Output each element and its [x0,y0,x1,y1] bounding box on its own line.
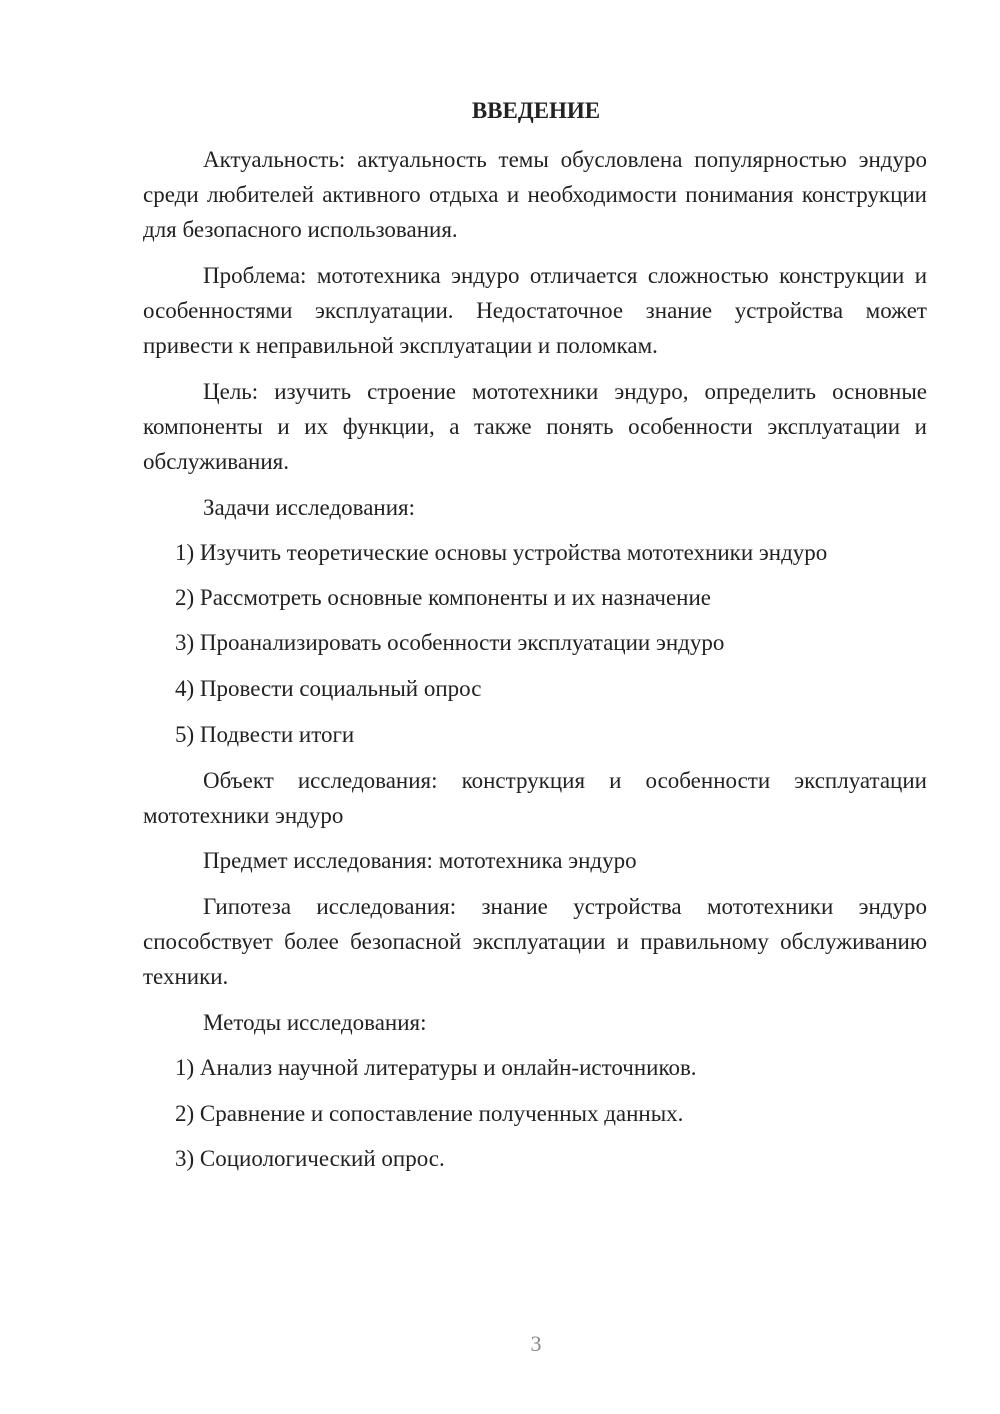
list-item: 4) Провести социальный опрос [175,676,482,701]
hypothesis-paragraph: Гипотеза исследования: знание устройства мототехники эндуро способствует более безопасной эксплуатации и правильному обслуживанию техники. [143,894,927,989]
relevance-paragraph: Актуальность: актуальность темы обусловлена популярностью эндуро среди любителей активного отдыха и необходимости понимания конструкции для безопасного использования. [143,147,927,242]
subject-paragraph: Предмет исследования: мототехника эндуро [203,848,637,873]
problem-paragraph: Проблема: мототехника эндуро отличается сложностью конструкции и особенностями эксплуатации. Недостаточное знание устройства может привести к неправильной эксплуатации и поломкам. [143,263,927,358]
list-item: 2) Рассмотреть основные компоненты и их назначение [175,585,712,610]
list-item: 2) Сравнение и сопоставление полученных данных. [175,1101,684,1126]
tasks-heading: Задачи исследования: [203,495,416,520]
object-paragraph: Объект исследования: конструкция и особенности эксплуатации мототехники эндуро [143,768,927,828]
list-item: 3) Социологический опрос. [175,1146,445,1171]
methods-heading: Методы исследования: [203,1010,427,1035]
list-item: 5) Подвести итоги [175,722,355,747]
list-item: 1) Изучить теоретические основы устройства мототехники эндуро [175,540,828,565]
goal-paragraph: Цель: изучить строение мототехники эндуро, определить основные компоненты и их функции, а также понять особенности эксплуатации и обслуживания. [143,379,927,474]
list-item: 1) Анализ научной литературы и онлайн-источников. [175,1055,697,1080]
list-item: 3) Проанализировать особенности эксплуатации эндуро [175,630,725,655]
page-number: 3 [530,1331,542,1356]
page-title: ВВЕДЕНИЕ [471,98,601,123]
